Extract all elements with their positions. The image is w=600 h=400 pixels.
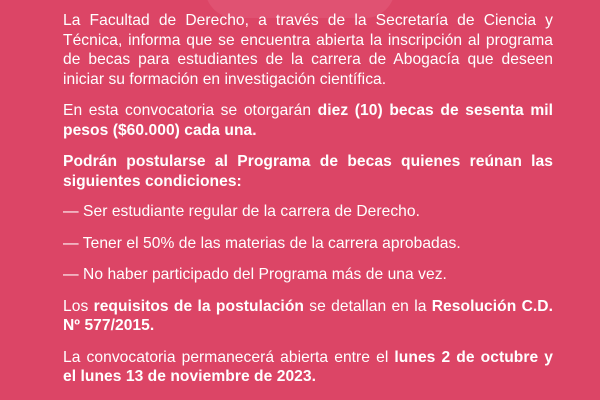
intro-text: La Facultad de Derecho, a través de la Secretaría de Ciencia y Técnica, informa que se encuentra abierta la inscripción al programa de becas para estudiantes de la carrera de Abogacía que deseen iniciar su formación en investigación científica. (63, 12, 553, 88)
conditions-heading: Podrán postularse al Programa de becas quienes reúnan las siguientes condiciones: (63, 153, 553, 190)
grants-text: En esta convocatoria se otorgarán (63, 102, 318, 119)
announcement-body (63, 11, 553, 399)
dates-text: La convocatoria permanecerá abierta entre el (63, 348, 395, 366)
requirements-text: Los (63, 297, 94, 315)
condition-item: — No haber participado del Programa más de una vez. (63, 266, 447, 283)
requirements-text-middle: se detallan en la (303, 297, 432, 315)
condition-item: — Ser estudiante regular de la carrera de Derecho. (63, 203, 421, 220)
requirements-link-text: requisitos de la postulación (93, 297, 304, 315)
grants-paragraph (63, 101, 553, 140)
dates-range: lunes 2 de octubre y el lunes 13 de noviembre de 2023. (63, 348, 553, 385)
grants-amount: diez (10) becas de sesenta mil pesos ($60.000) cada una. (63, 102, 553, 139)
condition-item: — Tener el 50% de las materias de la carrera aprobadas. (63, 234, 461, 252)
resolution-reference: Resolución C.D. Nº 577/2015. (63, 297, 553, 334)
requirements-paragraph (63, 297, 553, 336)
intro-paragraph (63, 11, 553, 89)
dates-paragraph (63, 348, 553, 387)
